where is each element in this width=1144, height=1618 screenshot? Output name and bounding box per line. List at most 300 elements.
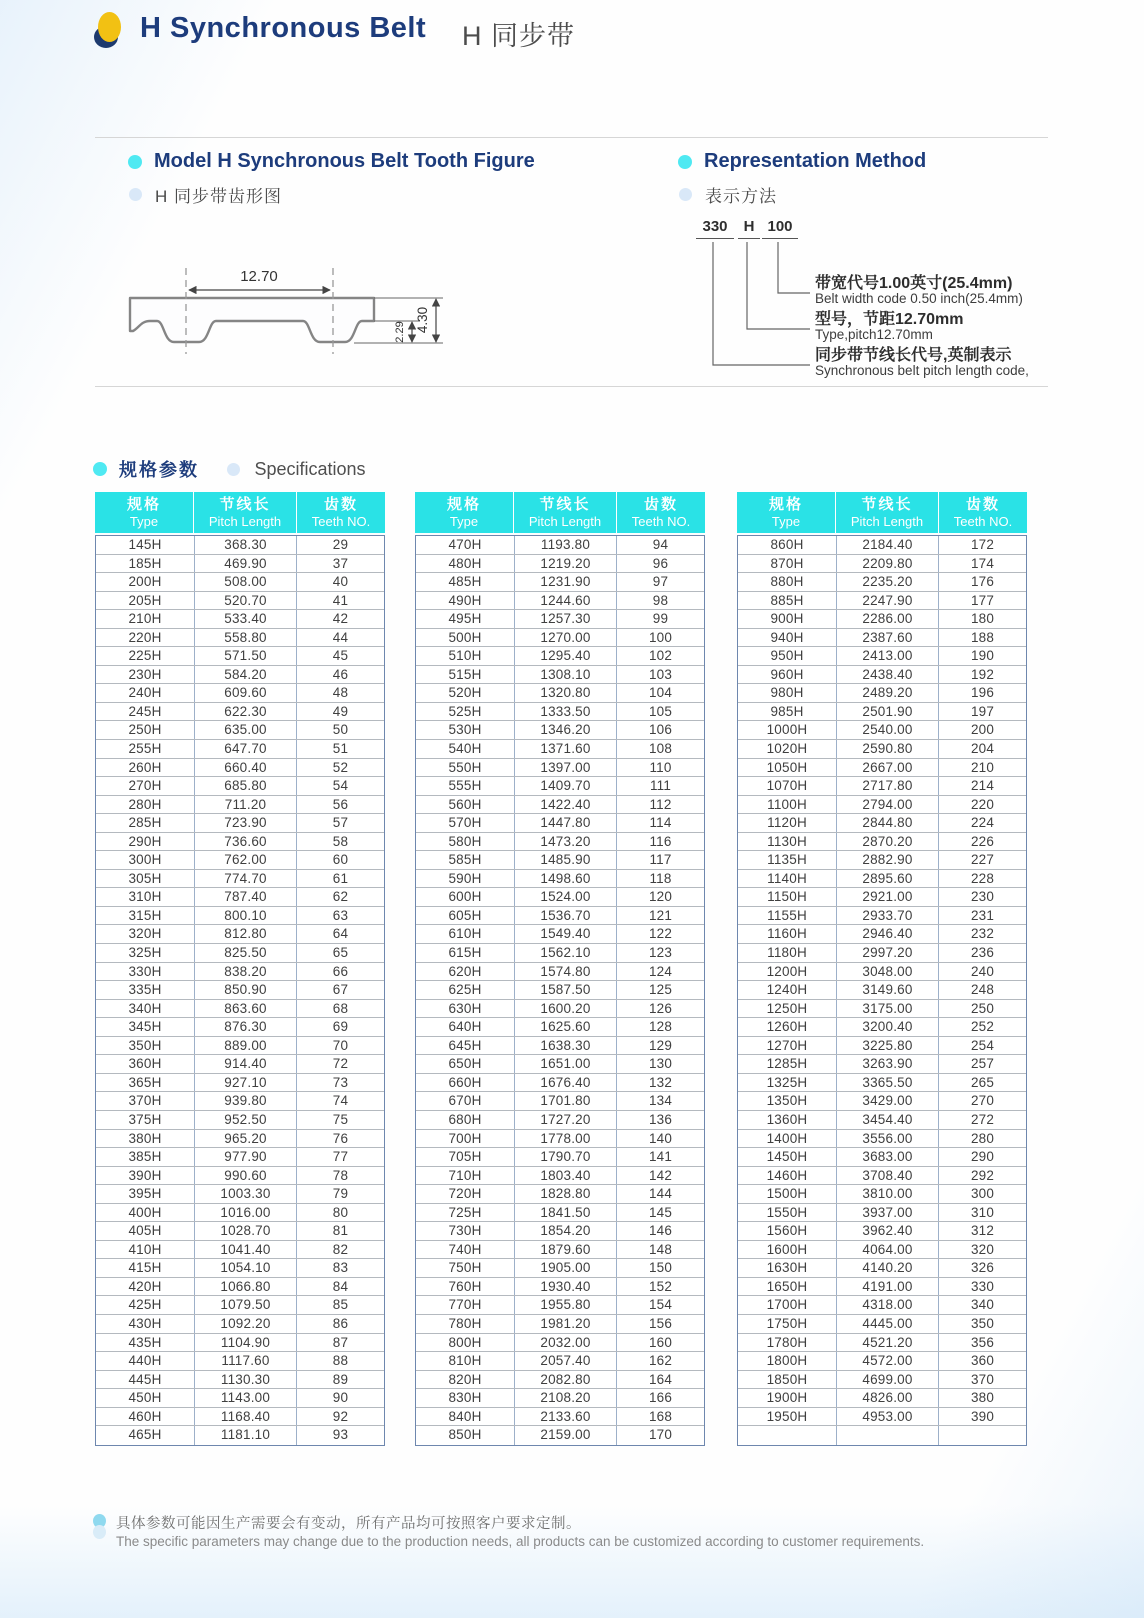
pitch-length-cell: 889.00 — [194, 1037, 296, 1055]
pitch-length-cell: 1308.10 — [514, 666, 616, 684]
pitch-length-cell: 1346.20 — [514, 721, 616, 739]
table-row — [416, 759, 704, 778]
pitch-length-cell: 1981.20 — [514, 1315, 616, 1333]
type-cell: 520H — [448, 685, 482, 701]
type-cell: 310H — [128, 889, 162, 905]
pitch-length-cell: 2159.00 — [514, 1426, 616, 1445]
teeth-no-cell: 77 — [296, 1148, 384, 1166]
table-row — [416, 1000, 704, 1019]
type-cell: 940H — [770, 629, 804, 645]
pitch-length-cell: 3365.50 — [836, 1074, 938, 1092]
teeth-no-cell: 356 — [938, 1334, 1026, 1352]
teeth-no-cell: 146 — [616, 1222, 704, 1240]
teeth-no-cell: 312 — [938, 1222, 1026, 1240]
table-row — [416, 1389, 704, 1408]
type-cell: 610H — [448, 926, 482, 942]
teeth-no-cell: 134 — [616, 1092, 704, 1110]
teeth-no-cell: 370 — [938, 1371, 1026, 1389]
type-cell: 770H — [448, 1297, 482, 1313]
specifications-title-zh: 规格参数 — [119, 460, 199, 480]
type-cell: 1240H — [766, 982, 808, 998]
type-cell: 450H — [128, 1390, 162, 1406]
teeth-no-cell: 112 — [616, 796, 704, 814]
table-row — [738, 1148, 1026, 1167]
column-header-pitch-length: 节线长 Pitch Length — [514, 492, 616, 533]
type-cell: 285H — [128, 815, 162, 831]
callout-width-zh: 带宽代号1.00英寸(25.4mm) — [815, 275, 1013, 292]
type-cell: 725H — [448, 1204, 482, 1220]
tooth-figure-title-en: Model H Synchronous Belt Tooth Figure — [154, 150, 535, 172]
table-row — [96, 666, 384, 685]
pitch-length-cell: 558.80 — [194, 629, 296, 647]
type-cell: 350H — [128, 1037, 162, 1053]
type-cell: 415H — [128, 1260, 162, 1276]
teeth-no-cell: 87 — [296, 1334, 384, 1352]
teeth-no-cell: 240 — [938, 963, 1026, 981]
pitch-length-cell: 1727.20 — [514, 1111, 616, 1129]
teeth-no-cell: 46 — [296, 666, 384, 684]
table-row — [416, 721, 704, 740]
table-header — [737, 492, 1027, 533]
teeth-no-cell: 129 — [616, 1037, 704, 1055]
type-cell: 1000H — [766, 722, 808, 738]
teeth-no-cell: 210 — [938, 759, 1026, 777]
type-cell: 250H — [128, 722, 162, 738]
pitch-length-cell: 1143.00 — [194, 1389, 296, 1407]
teeth-no-cell: 78 — [296, 1167, 384, 1185]
table-row — [416, 703, 704, 722]
column-header-type: 规格 Type — [415, 492, 513, 533]
teeth-no-cell: 64 — [296, 925, 384, 943]
belt-code-length: 330 — [696, 218, 734, 239]
type-cell: 1325H — [766, 1074, 808, 1090]
type-cell: 1140H — [767, 870, 807, 886]
pitch-length-cell: 914.40 — [194, 1055, 296, 1073]
table-row — [738, 647, 1026, 666]
pitch-length-cell: 4521.20 — [836, 1334, 938, 1352]
pitch-length-cell: 3810.00 — [836, 1185, 938, 1203]
pitch-length-cell: 1549.40 — [514, 925, 616, 943]
type-cell: 240H — [128, 685, 162, 701]
teeth-no-cell: 63 — [296, 907, 384, 925]
page-title: H Synchronous Belt — [140, 12, 427, 44]
teeth-no-cell: 67 — [296, 981, 384, 999]
pitch-length-cell: 2387.60 — [836, 629, 938, 647]
bullet-icon — [93, 462, 107, 476]
type-cell: 600H — [448, 889, 482, 905]
teeth-no-cell: 177 — [938, 592, 1026, 610]
table-row — [416, 1371, 704, 1390]
table-row — [96, 1130, 384, 1149]
table-row — [738, 1315, 1026, 1334]
teeth-no-cell: 280 — [938, 1130, 1026, 1148]
pitch-length-cell: 2057.40 — [514, 1352, 616, 1370]
type-cell: 490H — [448, 592, 482, 608]
pitch-length-cell: 3429.00 — [836, 1092, 938, 1110]
pitch-length-cell: 990.60 — [194, 1167, 296, 1185]
teeth-no-cell: 110 — [616, 759, 704, 777]
teeth-no-cell: 85 — [296, 1296, 384, 1314]
table-row — [416, 1055, 704, 1074]
teeth-no-cell: 220 — [938, 796, 1026, 814]
teeth-no-cell: 122 — [616, 925, 704, 943]
column-header-teeth-no-: 齿数 Teeth NO. — [939, 492, 1027, 533]
table-row — [416, 1185, 704, 1204]
teeth-no-cell: 228 — [938, 870, 1026, 888]
table-row — [96, 1185, 384, 1204]
pitch-length-cell: 1854.20 — [514, 1222, 616, 1240]
table-row — [738, 907, 1026, 926]
teeth-no-cell: 52 — [296, 759, 384, 777]
teeth-no-cell: 224 — [938, 814, 1026, 832]
teeth-no-cell: 236 — [938, 944, 1026, 962]
type-cell: 1800H — [766, 1353, 808, 1369]
type-cell: 425H — [128, 1297, 162, 1313]
divider — [95, 137, 1048, 138]
table-row — [96, 925, 384, 944]
table-row — [416, 981, 704, 1000]
footer-note-zh: 具体参数可能因生产需要会有变动，所有产品均可按照客户要求定制。 — [116, 1516, 581, 1532]
type-cell: 1450H — [766, 1149, 808, 1165]
type-cell: 370H — [128, 1093, 162, 1109]
type-cell: 510H — [448, 648, 482, 664]
table-row — [738, 740, 1026, 759]
table-row — [738, 851, 1026, 870]
type-cell: 650H — [448, 1056, 482, 1072]
type-cell: 470H — [448, 537, 482, 552]
teeth-no-cell: 86 — [296, 1315, 384, 1333]
table-row — [96, 944, 384, 963]
table-row — [738, 925, 1026, 944]
type-cell: 530H — [448, 722, 482, 738]
type-cell: 245H — [128, 703, 162, 719]
teeth-no-cell: 118 — [616, 870, 704, 888]
teeth-no-cell: 121 — [616, 907, 704, 925]
pitch-length-cell: 3263.90 — [836, 1055, 938, 1073]
pitch-length-cell: 1803.40 — [514, 1167, 616, 1185]
type-cell: 465H — [128, 1427, 162, 1443]
pitch-length-cell: 4572.00 — [836, 1352, 938, 1370]
pitch-length-cell: 762.00 — [194, 851, 296, 869]
table-row — [416, 1222, 704, 1241]
pitch-length-cell: 812.80 — [194, 925, 296, 943]
pitch-length-cell: 3225.80 — [836, 1037, 938, 1055]
teeth-no-cell: 340 — [938, 1296, 1026, 1314]
teeth-no-cell: 248 — [938, 981, 1026, 999]
type-cell: 585H — [448, 852, 482, 868]
table-row — [96, 573, 384, 592]
type-cell: 1150H — [767, 889, 807, 905]
teeth-no-cell: 132 — [616, 1074, 704, 1092]
table-row — [416, 647, 704, 666]
column-header-type: 规格 Type — [737, 492, 835, 533]
table-row — [416, 796, 704, 815]
callout-type-zh: 型号，节距12.70mm — [815, 311, 964, 328]
table-row — [416, 555, 704, 574]
pitch-length-cell: 4318.00 — [836, 1296, 938, 1314]
pitch-length-cell: 1485.90 — [514, 851, 616, 869]
type-cell: 1780H — [766, 1334, 808, 1350]
table-row — [96, 888, 384, 907]
teeth-no-cell: 310 — [938, 1204, 1026, 1222]
pitch-length-cell: 711.20 — [194, 796, 296, 814]
teeth-no-cell: 170 — [616, 1426, 704, 1445]
teeth-no-cell: 94 — [616, 536, 704, 554]
teeth-no-cell: 168 — [616, 1408, 704, 1426]
table-row — [416, 1352, 704, 1371]
type-cell: 555H — [448, 778, 482, 794]
table-row — [96, 1167, 384, 1186]
table-row — [96, 1334, 384, 1353]
table-row — [416, 944, 704, 963]
teeth-no-cell: 272 — [938, 1111, 1026, 1129]
table-row — [738, 777, 1026, 796]
table-row — [738, 888, 1026, 907]
type-cell: 810H — [448, 1353, 482, 1369]
teeth-no-cell: 176 — [938, 573, 1026, 591]
pitch-length-cell: 800.10 — [194, 907, 296, 925]
pitch-length-cell: 850.90 — [194, 981, 296, 999]
teeth-no-cell: 42 — [296, 610, 384, 628]
type-cell: 485H — [448, 574, 482, 590]
pitch-length-cell: 609.60 — [194, 684, 296, 702]
teeth-no-cell: 54 — [296, 777, 384, 795]
representation-diagram — [660, 212, 1100, 392]
teeth-no-cell: 128 — [616, 1018, 704, 1036]
pitch-length-cell: 1219.20 — [514, 555, 616, 573]
type-cell: 205H — [128, 592, 162, 608]
table-row — [96, 1426, 384, 1445]
type-cell: 390H — [128, 1167, 162, 1183]
teeth-no-cell: 82 — [296, 1241, 384, 1259]
teeth-no-cell: 162 — [616, 1352, 704, 1370]
type-cell: 1180H — [767, 945, 807, 961]
type-cell: 980H — [770, 685, 804, 701]
table-row — [96, 1296, 384, 1315]
pitch-length-cell: 2108.20 — [514, 1389, 616, 1407]
teeth-no-cell: 390 — [938, 1408, 1026, 1426]
type-cell: 1050H — [766, 759, 808, 775]
table-row — [96, 833, 384, 852]
teeth-no-cell: 80 — [296, 1204, 384, 1222]
type-cell: 605H — [448, 907, 482, 923]
pitch-length-cell: 965.20 — [194, 1130, 296, 1148]
table-row — [738, 1296, 1026, 1315]
bullet-icon — [678, 155, 692, 169]
teeth-no-cell: 180 — [938, 610, 1026, 628]
pitch-length-cell: 1905.00 — [514, 1259, 616, 1277]
pitch-length-cell: 1397.00 — [514, 759, 616, 777]
pitch-length-cell: 1587.50 — [514, 981, 616, 999]
teeth-no-cell: 141 — [616, 1148, 704, 1166]
table-row — [416, 1241, 704, 1260]
pitch-length-cell: 1879.60 — [514, 1241, 616, 1259]
specifications-title-en: Specifications — [254, 458, 366, 479]
teeth-no-cell: 97 — [616, 573, 704, 591]
teeth-no-cell: 190 — [938, 647, 1026, 665]
table-row — [738, 629, 1026, 648]
teeth-no-cell: 37 — [296, 555, 384, 573]
table-row — [96, 1037, 384, 1056]
bullet-icon — [679, 188, 692, 201]
type-cell: 720H — [448, 1186, 482, 1202]
teeth-no-cell: 164 — [616, 1371, 704, 1389]
pitch-length-cell: 863.60 — [194, 1000, 296, 1018]
teeth-no-cell: 214 — [938, 777, 1026, 795]
table-row — [96, 1241, 384, 1260]
pitch-length-cell: 2882.90 — [836, 851, 938, 869]
type-cell: 1360H — [766, 1111, 808, 1127]
table-row — [416, 1334, 704, 1353]
type-cell: 280H — [128, 796, 162, 812]
table-row — [738, 721, 1026, 740]
teeth-no-cell: 145 — [616, 1204, 704, 1222]
pitch-length-cell: 2590.80 — [836, 740, 938, 758]
teeth-no-cell: 102 — [616, 647, 704, 665]
pitch-length-cell: 3175.00 — [836, 1000, 938, 1018]
teeth-no-cell: 124 — [616, 963, 704, 981]
table-row — [738, 796, 1026, 815]
pitch-length-cell: 3454.40 — [836, 1111, 938, 1129]
teeth-no-cell: 148 — [616, 1241, 704, 1259]
pitch-length-cell: 1524.00 — [514, 888, 616, 906]
representation-heading — [678, 150, 926, 173]
type-cell: 740H — [448, 1241, 482, 1257]
type-cell: 365H — [128, 1074, 162, 1090]
teeth-no-cell: 156 — [616, 1315, 704, 1333]
pitch-dimension-label: 12.70 — [240, 268, 278, 285]
table-row — [416, 1074, 704, 1093]
table-row — [738, 1185, 1026, 1204]
table-row — [416, 814, 704, 833]
teeth-no-cell: 79 — [296, 1185, 384, 1203]
teeth-no-cell: 172 — [938, 536, 1026, 554]
teeth-no-cell: 90 — [296, 1389, 384, 1407]
table-row — [738, 814, 1026, 833]
table-row — [96, 759, 384, 778]
table-row — [96, 1204, 384, 1223]
column-header-teeth-no-: 齿数 Teeth NO. — [617, 492, 705, 533]
pitch-length-cell: 4953.00 — [836, 1408, 938, 1426]
teeth-no-cell: 96 — [616, 555, 704, 573]
type-cell: 335H — [128, 982, 162, 998]
teeth-no-cell — [938, 1426, 1026, 1445]
bullet-icon — [227, 463, 240, 476]
pitch-length-cell: 1841.50 — [514, 1204, 616, 1222]
teeth-no-cell: 50 — [296, 721, 384, 739]
pitch-length-cell: 3200.40 — [836, 1018, 938, 1036]
pitch-length-cell: 736.60 — [194, 833, 296, 851]
teeth-no-cell: 292 — [938, 1167, 1026, 1185]
table-row — [96, 1018, 384, 1037]
teeth-no-cell: 105 — [616, 703, 704, 721]
pitch-length-cell: 685.80 — [194, 777, 296, 795]
table-row — [416, 610, 704, 629]
teeth-no-cell: 83 — [296, 1259, 384, 1277]
table-row — [96, 1222, 384, 1241]
table-row — [96, 963, 384, 982]
table-row — [96, 1371, 384, 1390]
teeth-no-cell: 254 — [938, 1037, 1026, 1055]
representation-title-en: Representation Method — [704, 150, 927, 172]
column-header-pitch-length: 节线长 Pitch Length — [836, 492, 938, 533]
table-row — [738, 703, 1026, 722]
type-cell: 340H — [128, 1000, 162, 1016]
table-row — [416, 1408, 704, 1427]
type-cell: 680H — [448, 1111, 482, 1127]
teeth-no-cell: 99 — [616, 610, 704, 628]
teeth-no-cell: 45 — [296, 647, 384, 665]
specifications-heading — [93, 456, 366, 482]
type-cell: 1130H — [767, 833, 807, 849]
pitch-length-cell: 2870.20 — [836, 833, 938, 851]
teeth-no-cell: 144 — [616, 1185, 704, 1203]
pitch-length-cell: 1562.10 — [514, 944, 616, 962]
table-row — [416, 592, 704, 611]
type-cell: 1550H — [766, 1204, 808, 1220]
table-row — [738, 1111, 1026, 1130]
type-cell: 315H — [128, 907, 162, 923]
table-row — [96, 1259, 384, 1278]
table-row — [416, 1296, 704, 1315]
table-row — [96, 1389, 384, 1408]
teeth-no-cell: 154 — [616, 1296, 704, 1314]
teeth-no-cell: 252 — [938, 1018, 1026, 1036]
type-cell: 300H — [128, 852, 162, 868]
pitch-length-cell: 2032.00 — [514, 1334, 616, 1352]
type-cell: 950H — [770, 648, 804, 664]
type-cell: 1270H — [766, 1037, 808, 1053]
pitch-length-cell: 3556.00 — [836, 1130, 938, 1148]
pitch-length-cell: 1473.20 — [514, 833, 616, 851]
footer-note-en: The specific parameters may change due to the production needs, all products can be customized according to customer requirements. — [116, 1534, 925, 1549]
table-row — [96, 721, 384, 740]
pitch-length-cell: 2933.70 — [836, 907, 938, 925]
belt-tooth-profile-drawing — [106, 252, 451, 374]
pitch-length-cell: 2247.90 — [836, 592, 938, 610]
table-row — [96, 1092, 384, 1111]
type-cell: 880H — [770, 574, 804, 590]
table-row — [96, 851, 384, 870]
type-cell: 1900H — [766, 1390, 808, 1406]
table-row — [416, 833, 704, 852]
teeth-no-cell: 126 — [616, 1000, 704, 1018]
teeth-no-cell: 73 — [296, 1074, 384, 1092]
type-cell: 1020H — [766, 741, 808, 757]
pitch-length-cell: 1168.40 — [194, 1408, 296, 1426]
type-cell: 670H — [448, 1093, 482, 1109]
teeth-no-cell: 57 — [296, 814, 384, 832]
teeth-no-cell: 116 — [616, 833, 704, 851]
type-cell: 375H — [128, 1111, 162, 1127]
table-row — [96, 703, 384, 722]
pitch-length-cell — [836, 1426, 938, 1445]
belt-thickness-label: 4.30 — [415, 306, 430, 334]
type-cell: 330H — [128, 963, 162, 979]
type-cell: 400H — [128, 1204, 162, 1220]
type-cell: 645H — [448, 1037, 482, 1053]
teeth-no-cell: 93 — [296, 1426, 384, 1445]
pitch-length-cell: 3708.40 — [836, 1167, 938, 1185]
table-row — [738, 1222, 1026, 1241]
pitch-length-cell: 1193.80 — [514, 536, 616, 554]
table-row — [416, 777, 704, 796]
teeth-no-cell: 257 — [938, 1055, 1026, 1073]
type-cell: 860H — [770, 537, 804, 552]
table-row — [416, 1130, 704, 1149]
table-row — [416, 925, 704, 944]
teeth-no-cell: 192 — [938, 666, 1026, 684]
